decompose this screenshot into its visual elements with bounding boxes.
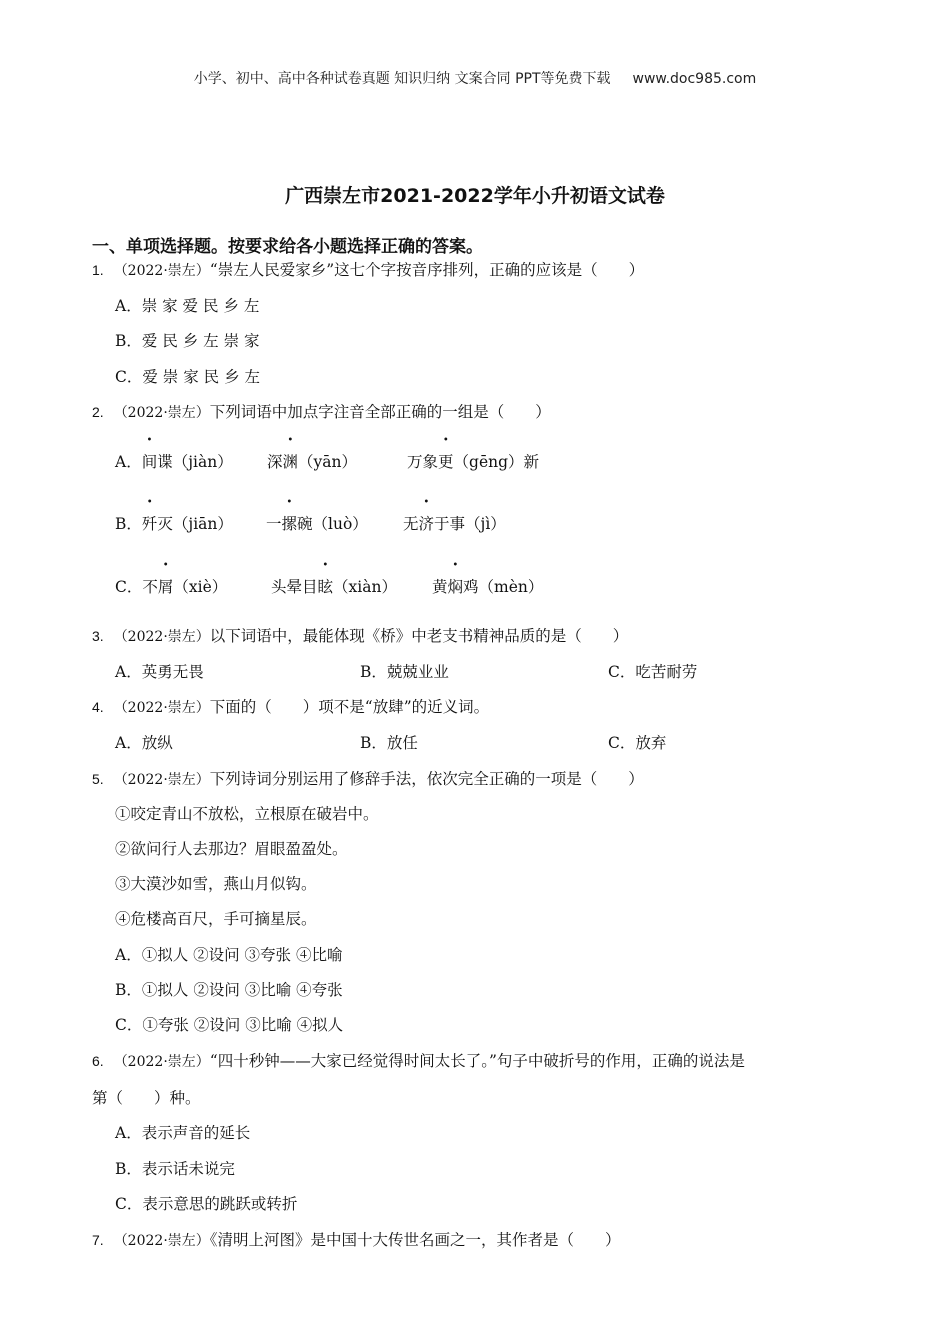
- q6-option-b: B．表示话未说完: [115, 1160, 235, 1178]
- q5-poem-line-1: ①咬定青山不放松，立根原在破岩中。: [115, 805, 379, 823]
- pinyin-word: [266, 512, 368, 534]
- q4-options: [115, 731, 815, 753]
- page-title: 广西崇左市2021-2022学年小升初语文试卷: [285, 185, 665, 207]
- pinyin-word: [403, 512, 506, 534]
- dotted-char: 眩: [317, 578, 334, 596]
- word-post: 鸡（mèn）: [463, 578, 544, 596]
- q2-option-b: [115, 512, 506, 534]
- question-text: 《清明上河图》是中国十大传世名画之一，其作者是（ ）: [209, 1231, 621, 1249]
- question-6-continued: 第（ ）种。: [92, 1089, 201, 1107]
- word-pre: 无: [403, 515, 419, 533]
- question-source: （2022·崇左）: [113, 405, 210, 421]
- word-pre: 深: [267, 453, 283, 471]
- word-post: （xiè）: [173, 578, 228, 596]
- word-pre: 头晕目: [271, 578, 318, 596]
- question-source: （2022·崇左）: [113, 772, 210, 788]
- question-number: 7.: [92, 1232, 104, 1248]
- dotted-char: 间: [141, 453, 158, 471]
- option-label: A．: [115, 453, 142, 471]
- q6-option-c: C．表示意思的跳跃或转折: [115, 1195, 298, 1213]
- pinyin-word: [142, 450, 233, 472]
- pinyin-word: [267, 450, 357, 472]
- q1-option-a: A．崇 家 爱 民 乡 左: [115, 297, 260, 315]
- q4-option-b: B．放任: [360, 734, 418, 752]
- q6-option-a: A．表示声音的延长: [115, 1124, 251, 1142]
- dotted-char: 更: [438, 453, 454, 471]
- question-number: 2.: [92, 404, 104, 420]
- question-text: 下面的（ ）项不是“放肆”的近义词。: [209, 698, 490, 716]
- question-text: 以下词语中，最能体现《桥》中老支书精神品质的是（ ）: [209, 627, 629, 645]
- q2-option-a: [115, 450, 540, 472]
- q1-option-b: B．爱 民 乡 左 崇 家: [115, 332, 260, 350]
- question-source: （2022·崇左）: [113, 1054, 210, 1070]
- question-text: “四十秒钟——大家已经觉得时间太长了。”句子中破折号的作用，正确的说法是: [209, 1052, 745, 1070]
- question-source: （2022·崇左）: [113, 629, 210, 645]
- pinyin-word: [407, 450, 539, 472]
- question-number: 3.: [92, 628, 104, 644]
- q3-option-a: A．英勇无畏: [115, 663, 204, 681]
- dotted-char: 摞: [281, 515, 298, 533]
- word-pre: 万象: [407, 453, 439, 471]
- word-pre: 黄: [432, 578, 448, 596]
- header-url[interactable]: www.doc985.com: [632, 71, 757, 87]
- q5-poem-line-4: ④危楼高百尺，手可摘星辰。: [115, 910, 317, 928]
- dotted-char: 渊: [282, 453, 299, 471]
- question-text: “崇左人民爱家乡”这七个字按音序排列，正确的应该是（ ）: [209, 261, 645, 279]
- q5-option-b: B．①拟人 ②设问 ③比喻 ④夸张: [115, 981, 343, 999]
- question-number: 5.: [92, 771, 104, 787]
- word-post: 碗（luò）: [297, 515, 368, 533]
- word-pre: 不: [142, 578, 158, 596]
- word-post: 灭（jiān）: [157, 515, 233, 533]
- pinyin-word: [271, 575, 397, 597]
- question-number: 6.: [92, 1053, 104, 1069]
- question-5: [92, 767, 644, 789]
- q5-poem-line-3: ③大漠沙如雪，燕山月似钩。: [115, 875, 317, 893]
- question-1: [92, 258, 644, 280]
- option-label: C．: [115, 578, 143, 596]
- option-label: B．: [115, 515, 142, 533]
- question-2: [92, 400, 551, 422]
- question-source: （2022·崇左）: [113, 263, 210, 279]
- pinyin-word: [142, 512, 233, 534]
- word-post: （gēng）新: [453, 453, 540, 471]
- question-3: [92, 624, 628, 646]
- q1-option-c: C．爱 崇 家 民 乡 左: [115, 368, 260, 386]
- word-post: 谍（jiàn）: [157, 453, 233, 471]
- q2-option-c: [115, 575, 544, 597]
- q5-option-c: C．①夸张 ②设问 ③比喻 ④拟人: [115, 1016, 344, 1034]
- dotted-char: 歼: [141, 515, 158, 533]
- question-7: [92, 1228, 621, 1250]
- word-post: （yān）: [298, 453, 358, 471]
- dotted-char: 焖: [447, 578, 464, 596]
- question-6: [92, 1049, 745, 1071]
- q3-option-c: C．吃苦耐劳: [608, 663, 698, 681]
- q3-options: [115, 660, 815, 682]
- word-pre: 一: [266, 515, 282, 533]
- question-source: （2022·崇左）: [113, 700, 210, 716]
- question-4: [92, 695, 489, 717]
- dotted-char: 济: [418, 515, 435, 533]
- header-text: 小学、初中、高中各种试卷真题 知识归纳 文案合同 PPT等免费下载: [193, 71, 611, 87]
- word-post: （xiàn）: [333, 578, 397, 596]
- pinyin-word: [142, 575, 227, 597]
- q5-option-a: A．①拟人 ②设问 ③夸张 ④比喻: [115, 946, 343, 964]
- dotted-char: 屑: [157, 578, 174, 596]
- word-post: 于事（jì）: [434, 515, 506, 533]
- q5-poem-line-2: ②欲问行人去那边？眉眼盈盈处。: [115, 840, 348, 858]
- q4-option-a: A．放纵: [115, 734, 173, 752]
- question-number: 4.: [92, 699, 104, 715]
- pinyin-word: [432, 575, 543, 597]
- q3-option-b: B．兢兢业业: [360, 663, 449, 681]
- page-header: [0, 68, 950, 88]
- q4-option-c: C．放弃: [608, 734, 667, 752]
- section-heading: 一、单项选择题。按要求给各小题选择正确的答案。: [92, 237, 483, 257]
- question-text: 下列词语中加点字注音全部正确的一组是（ ）: [209, 403, 551, 421]
- question-number: 1.: [92, 262, 104, 278]
- question-source: （2022·崇左）: [113, 1233, 210, 1249]
- question-text: 下列诗词分别运用了修辞手法，依次完全正确的一项是（ ）: [209, 770, 644, 788]
